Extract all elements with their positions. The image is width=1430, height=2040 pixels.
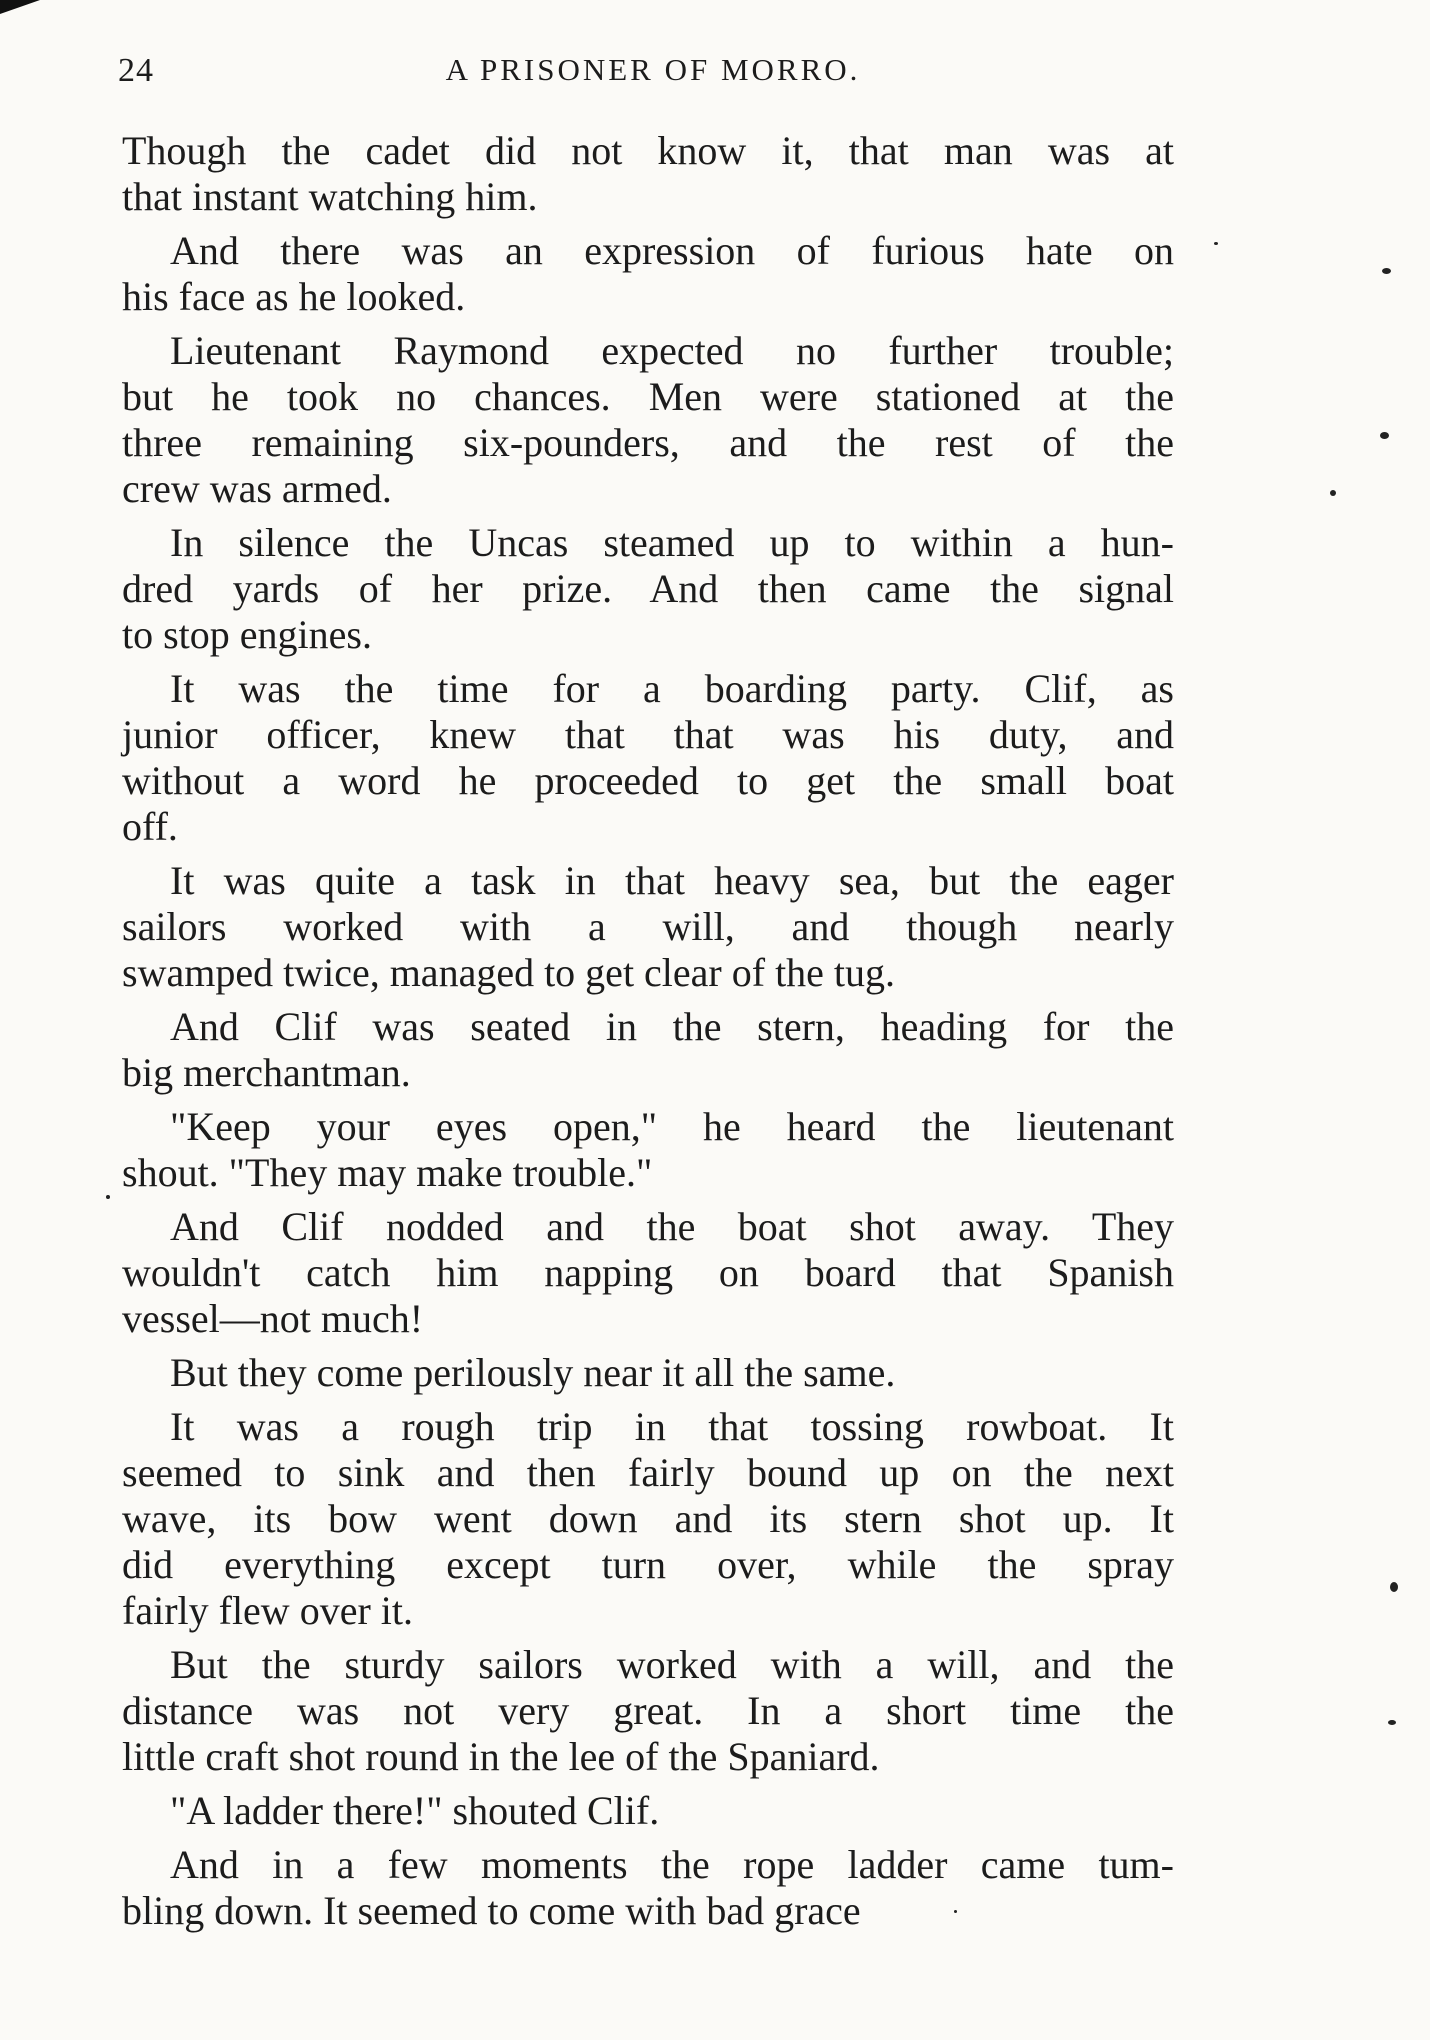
text-line: junior officer, knew that that was his duty, and <box>122 712 1174 757</box>
paragraph-gap <box>122 220 1174 228</box>
text-line: Though the cadet did not know it, that man was at <box>122 128 1174 173</box>
text-line: "A ladder there!" shouted Clif. <box>170 1788 660 1833</box>
text-line: But the sturdy sailors worked with a will, and the <box>170 1642 1174 1687</box>
scan-speck <box>1390 1582 1398 1592</box>
scan-speck <box>106 1195 110 1199</box>
text-line: wave, its bow went down and its stern shot up. It <box>122 1496 1174 1541</box>
paragraph-gap <box>122 512 1174 520</box>
text-line: dred yards of her prize. And then came the signal <box>122 566 1174 611</box>
text-line: "Keep your eyes open," he heard the lieutenant <box>170 1104 1174 1149</box>
text-line: Lieutenant Raymond expected no further trouble; <box>170 328 1174 373</box>
text-line: his face as he looked. <box>122 274 466 319</box>
text-line: vessel—not much! <box>122 1296 424 1341</box>
paragraph-gap <box>122 1196 1174 1204</box>
text-line: And there was an expression of furious hate on <box>170 228 1174 273</box>
text-line: sailors worked with a will, and though nearly <box>122 904 1174 949</box>
text-line: but he took no chances. Men were stationed at the <box>122 374 1174 419</box>
text-line: seemed to sink and then fairly bound up on the next <box>122 1450 1174 1495</box>
paragraph <box>122 1004 1174 1096</box>
paragraph <box>122 1788 1174 1834</box>
text-line: off. <box>122 804 178 849</box>
text-line: It was the time for a boarding party. Clif, as <box>170 666 1174 711</box>
paragraph-gap <box>122 1834 1174 1842</box>
text-line: crew was armed. <box>122 466 392 511</box>
text-line: And Clif nodded and the boat shot away. They <box>170 1204 1174 1249</box>
paragraph <box>122 1350 1174 1396</box>
scan-speck <box>1388 1720 1396 1725</box>
paragraph <box>122 1842 1174 1934</box>
text-line: It was quite a task in that heavy sea, but the eager <box>170 858 1174 903</box>
text-line: But they come perilously near it all the same. <box>170 1350 896 1395</box>
paragraph-gap <box>122 1096 1174 1104</box>
scan-speck <box>954 1910 957 1913</box>
paragraph <box>122 520 1174 658</box>
paragraph-gap <box>122 1780 1174 1788</box>
text-line: did everything except turn over, while the spray <box>122 1542 1174 1587</box>
paragraph-gap <box>122 1396 1174 1404</box>
text-line: distance was not very great. In a short time the <box>122 1688 1174 1733</box>
paragraph <box>122 1404 1174 1634</box>
text-line: bling down. It seemed to come with bad grace <box>122 1888 861 1933</box>
scan-speck <box>1380 432 1389 439</box>
body-text <box>122 128 1174 1934</box>
paragraph-gap <box>122 320 1174 328</box>
text-line: without a word he proceeded to get the small boat <box>122 758 1174 803</box>
scan-speck <box>1330 490 1336 496</box>
paragraph <box>122 666 1174 850</box>
paragraph-gap <box>122 1342 1174 1350</box>
paragraph <box>122 228 1174 320</box>
text-line: that instant watching him. <box>122 174 538 219</box>
text-line: to stop engines. <box>122 612 372 657</box>
paragraph <box>122 1104 1174 1196</box>
paragraph <box>122 1204 1174 1342</box>
text-line: swamped twice, managed to get clear of the tug. <box>122 950 896 995</box>
paragraph-gap <box>122 850 1174 858</box>
running-head <box>118 52 1188 102</box>
text-line: It was a rough trip in that tossing rowboat. It <box>170 1404 1174 1449</box>
text-line: little craft shot round in the lee of the Spaniard. <box>122 1734 880 1779</box>
scan-speck <box>1214 242 1218 245</box>
scan-corner-mark <box>0 0 40 14</box>
text-line: big merchantman. <box>122 1050 411 1095</box>
paragraph <box>122 1642 1174 1780</box>
text-line: shout. "They may make trouble." <box>122 1150 653 1195</box>
paragraph-gap <box>122 658 1174 666</box>
paragraph <box>122 128 1174 220</box>
text-line: In silence the Uncas steamed up to within a hun- <box>170 520 1174 565</box>
text-line: And in a few moments the rope ladder came tum- <box>170 1842 1174 1887</box>
paragraph <box>122 858 1174 996</box>
text-line: three remaining six-pounders, and the rest of the <box>122 420 1174 465</box>
running-title: A PRISONER OF MORRO. <box>445 52 861 87</box>
paragraph-gap <box>122 996 1174 1004</box>
text-line: wouldn't catch him napping on board that Spanish <box>122 1250 1174 1295</box>
text-line: And Clif was seated in the stern, heading for the <box>170 1004 1174 1049</box>
page-number: 24 <box>118 52 154 89</box>
text-line: fairly flew over it. <box>122 1588 413 1633</box>
scan-speck <box>1382 268 1391 274</box>
paragraph-gap <box>122 1634 1174 1642</box>
paragraph <box>122 328 1174 512</box>
